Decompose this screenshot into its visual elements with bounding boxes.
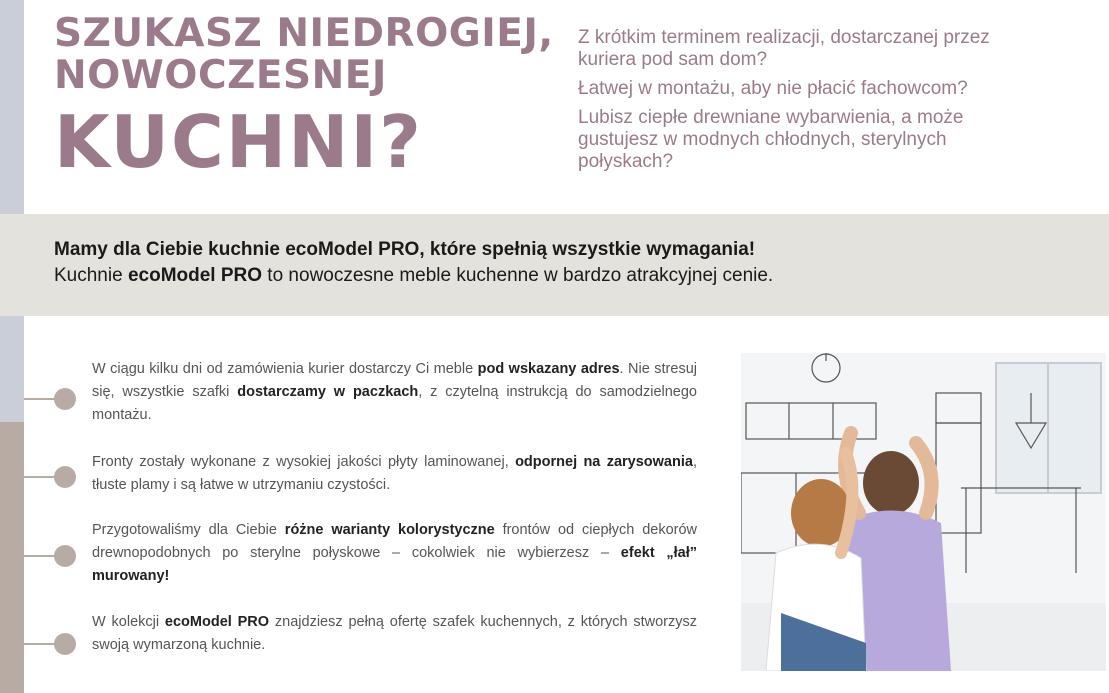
- question-finishes: Lubisz ciepłe drewniane wybarwienia, a może gustujesz w modnych chłodnych, sterylnych połyskach?: [578, 107, 964, 172]
- left-accent-bar-middle: [0, 316, 24, 422]
- question-assembly: Łatwej w montażu, aby nie płacić fachowcom?: [578, 78, 968, 99]
- bullet-connector: [24, 555, 58, 557]
- bullet-connector: [24, 643, 58, 645]
- left-accent-bar-top: [0, 0, 24, 214]
- offer-product-name: ecoModel PRO: [127, 265, 263, 286]
- bullet-connector: [24, 476, 58, 478]
- couple-kitchen-photo: [741, 353, 1106, 671]
- couple-sketch-illustration: [741, 353, 1106, 671]
- feature-colors-text: Przygotowaliśmy dla Ciebie różne warianty kolorystyczne frontów od ciepłych dekorów drewnopodobnych po sterylne połyskowe – cokolwiek nie wybierzesz – efekt „łał” murowany!: [92, 522, 698, 584]
- feature-fronts-text: Fronty zostały wykonane z wysokiej jakości płyty laminowanej, odpornej na zarysowania, tłuste plamy i są łatwe w utrzymaniu czystości.: [92, 454, 697, 493]
- question-delivery: Z krótkim terminem realizacji, dostarczanej przez kuriera pod sam dom?: [578, 27, 990, 70]
- feature-collection-text: W kolekcji ecoModel PRO znajdziesz pełną ofertę szafek kuchennych, z których stworzysz swoją wymarzoną kuchnie.: [92, 614, 697, 653]
- left-accent-bar-bottom: [0, 422, 24, 693]
- feature-delivery-text: W ciągu kilku dni od zamówienia kurier dostarczy Ci meble pod wskazany adres. Nie stresuj się, wszystkie szafki dostarczamy w paczkach, z czytelną instrukcją do samodzielnego montażu.: [92, 361, 697, 423]
- offer-title: Mamy dla Ciebie kuchnie ecoModel PRO, które spełnią wszystkie wymagania!: [54, 239, 756, 260]
- headline-line-1: SZUKASZ NIEDROGIEJ,: [54, 11, 554, 56]
- bullet-dot: [54, 545, 76, 567]
- bullet-connector: [24, 398, 58, 400]
- headline-line-3: KUCHNI?: [54, 100, 423, 184]
- offer-text: Kuchnie ecoModel PRO to nowoczesne meble kuchenne w bardzo atrakcyjnej cenie.: [54, 265, 774, 286]
- bullet-dot: [54, 388, 76, 410]
- headline-line-2: NOWOCZESNEJ: [54, 53, 387, 98]
- bullet-dot: [54, 466, 76, 488]
- bullet-dot: [54, 633, 76, 655]
